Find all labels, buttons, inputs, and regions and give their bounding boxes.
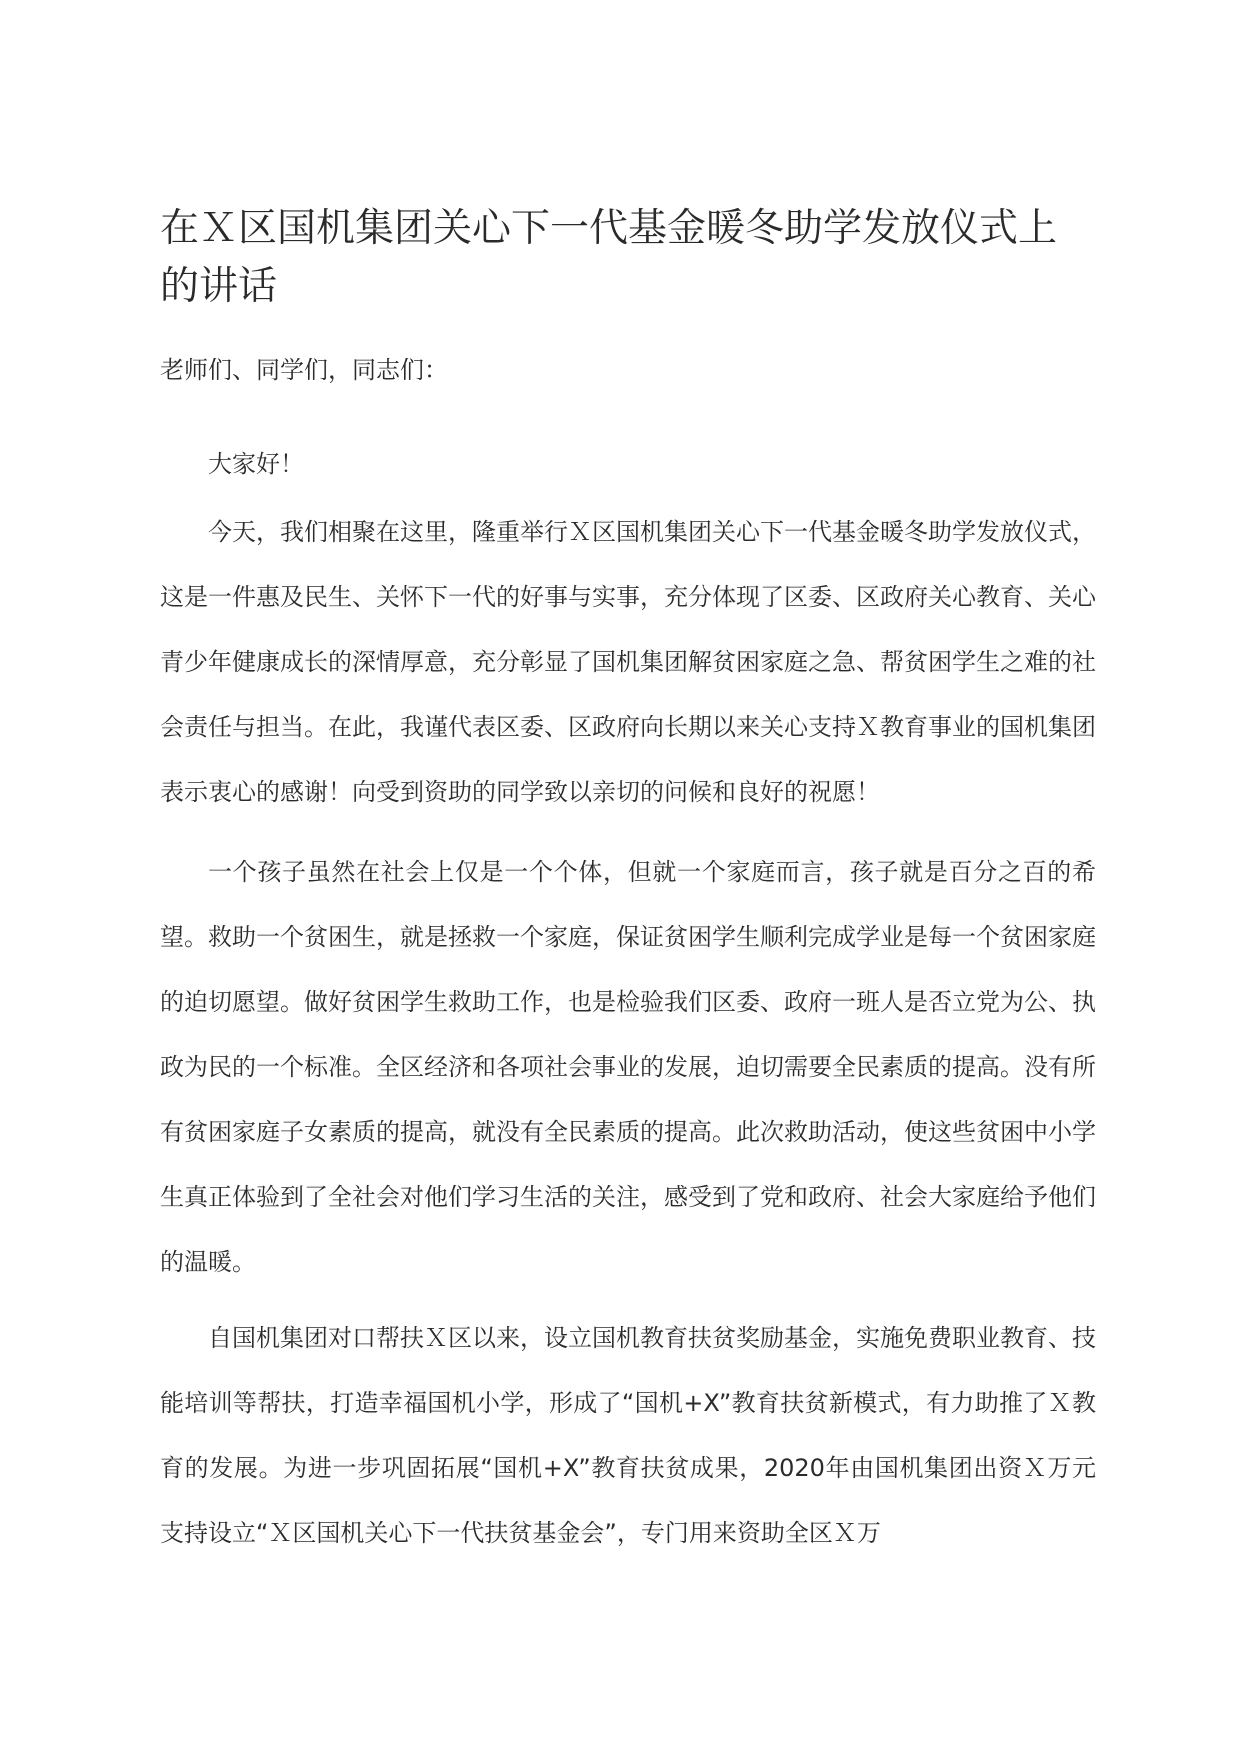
paragraph-support: 自国机集团对口帮扶Ｘ区以来，设立国机教育扶贫奖励基金，实施免费职业教育、技能培训等帮扶，打造幸福国机小学，形成了“国机+X”教育扶贫新模式，有力助推了Ｘ教育的发展。为进一步巩固拓展“国机+X”教育扶贫成果，2020年由国机集团出资Ｘ万元支持设立“Ｘ区国机关心下一代扶贫基金会”，专门用来资助全区Ｘ万: [160, 1324, 1096, 1547]
salutation: 老师们、同学们，同志们：: [160, 356, 448, 384]
document-title: 在Ｘ区国机集团关心下一代基金暖冬助学发放仪式上的讲话: [160, 206, 1058, 309]
paragraph-hope: 一个孩子虽然在社会上仅是一个个体，但就一个家庭而言，孩子就是百分之百的希望。救助一个贫困生，就是拯救一个家庭，保证贫困学生顺利完成学业是每一个贫困家庭的迫切愿望。做好贫困学生救助工作，也是检验我们区委、政府一班人是否立党为公、执政为民的一个标准。全区经济和各项社会事业的发展，迫切需要全民素质的提高。没有所有贫困家庭子女素质的提高，就没有全民素质的提高。此次救助活动，使这些贫困中小学生真正体验到了全社会对他们学习生活的关注，感受到了党和政府、社会大家庭给予他们的温暖。: [160, 858, 1096, 1276]
paragraph-ceremony: 今天，我们相聚在这里，隆重举行Ｘ区国机集团关心下一代基金暖冬助学发放仪式，这是一件惠及民生、关怀下一代的好事与实事，充分体现了区委、区政府关心教育、关心青少年健康成长的深情厚意，充分彰显了国机集团解贫困家庭之急、帮贫困学生之难的社会责任与担当。在此，我谨代表区委、区政府向长期以来关心支持Ｘ教育事业的国机集团表示衷心的感谢！向受到资助的同学致以亲切的问候和良好的祝愿！: [160, 518, 1096, 806]
paragraph-opening: 大家好！: [208, 450, 304, 478]
